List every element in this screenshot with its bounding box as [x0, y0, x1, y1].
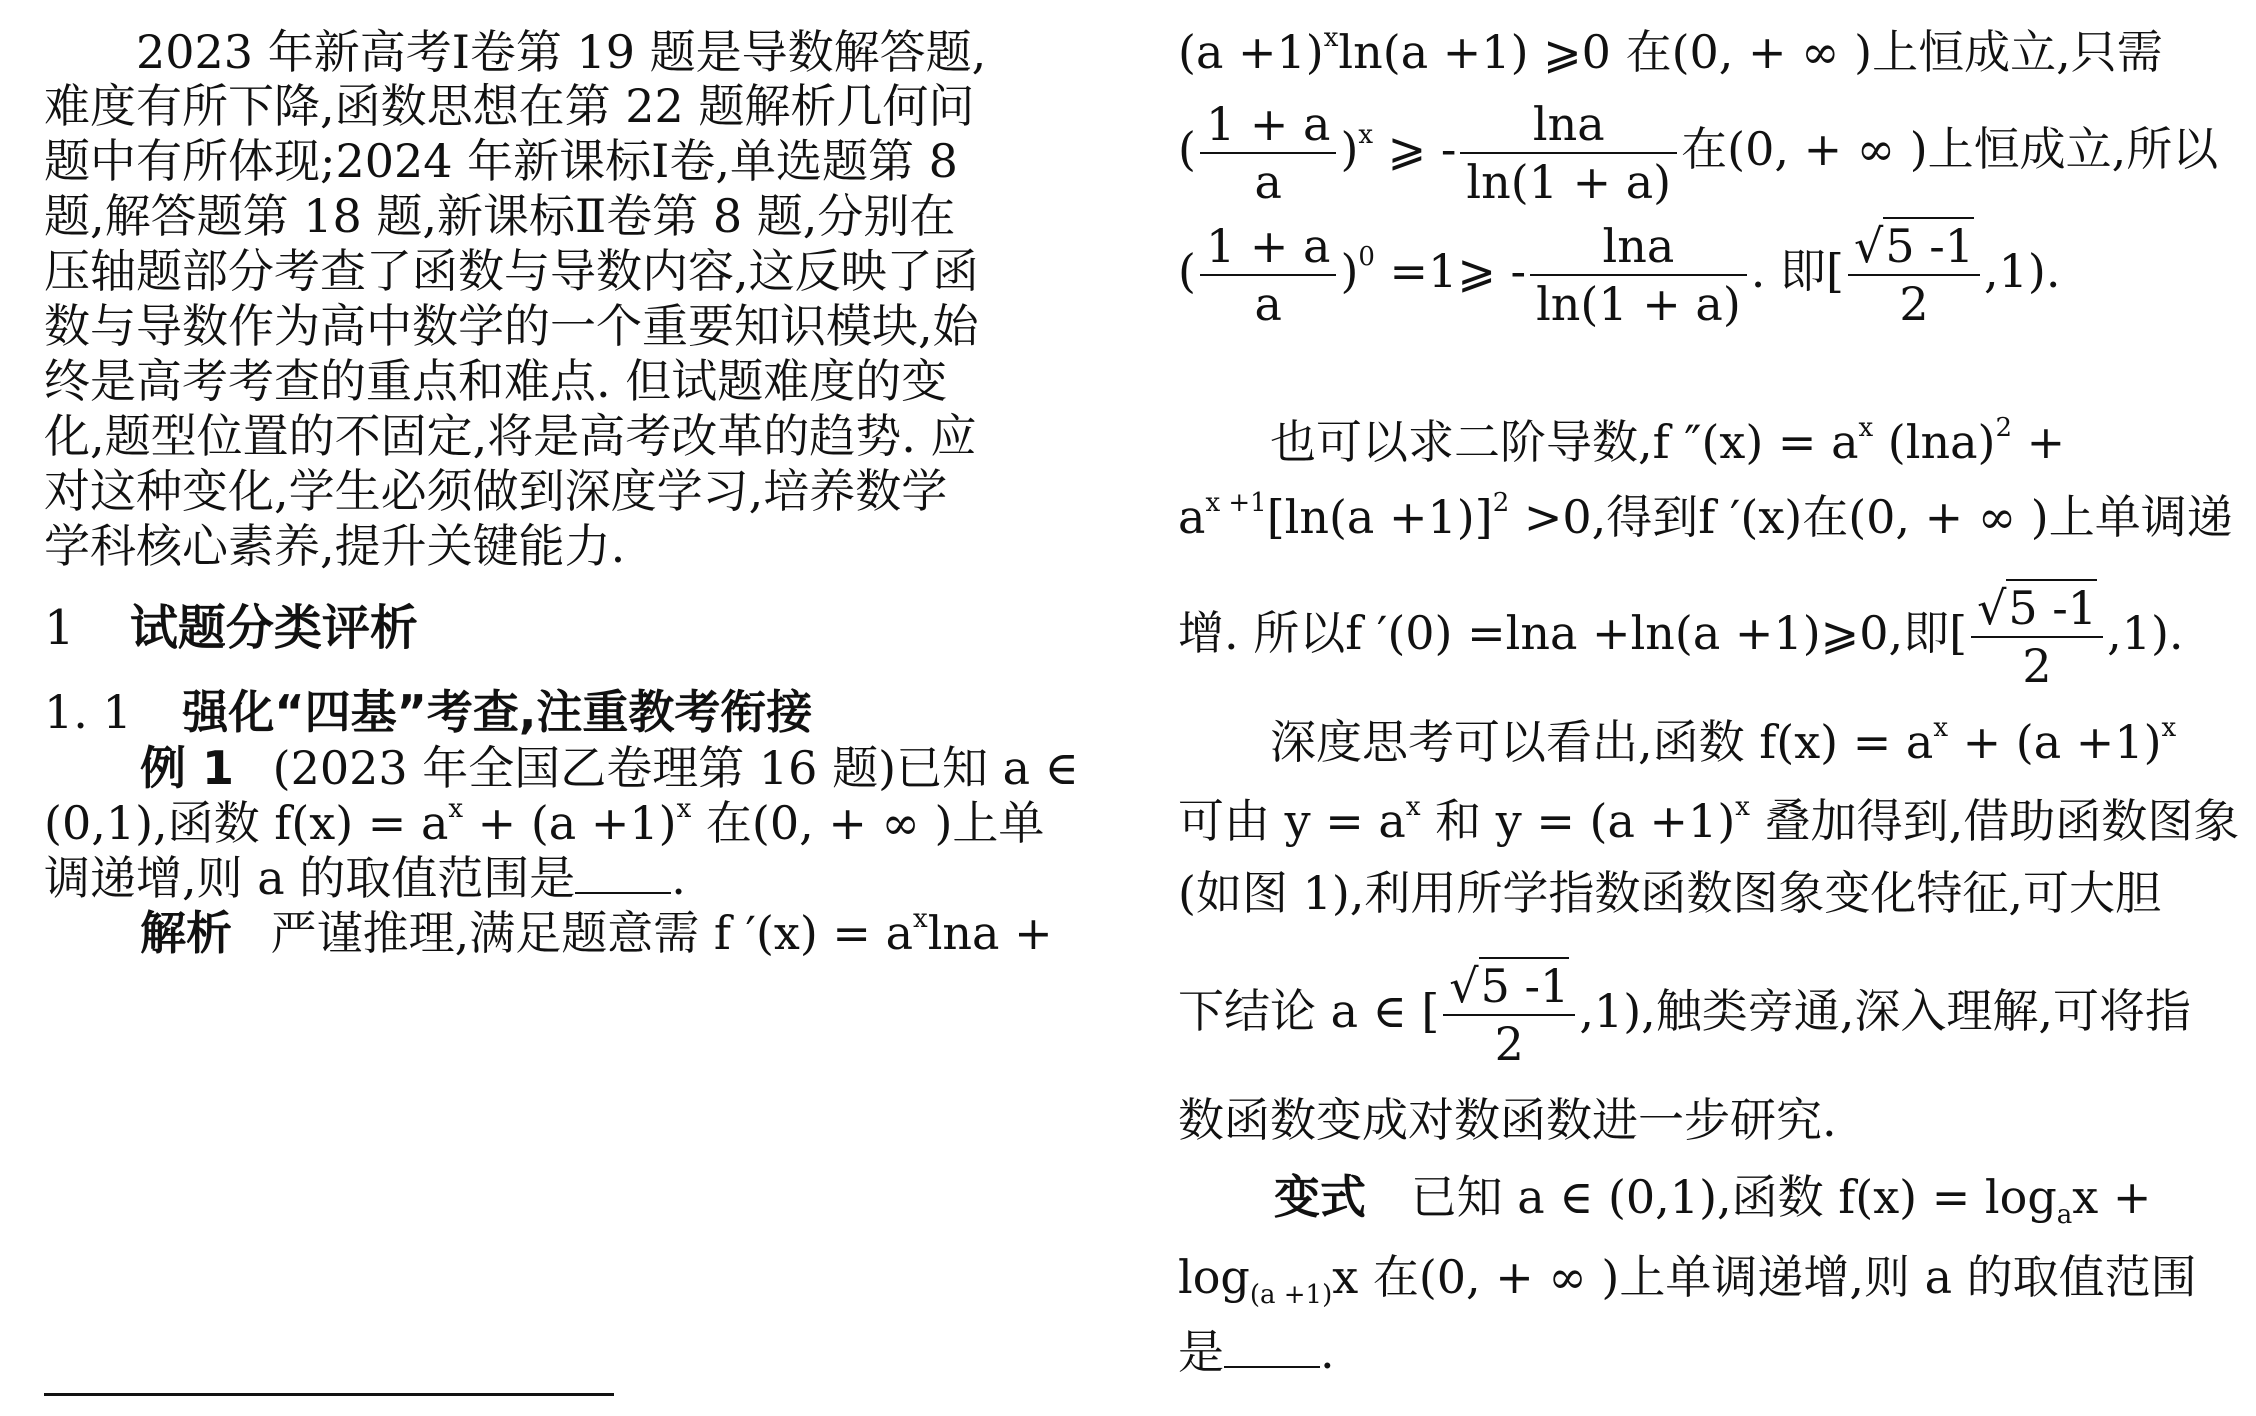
r12-text: 已知 a ∈ (0,1),函数 f(x) = log — [1410, 1170, 2057, 1224]
r5-text: a — [1178, 490, 1206, 544]
right-line-3: ( $\frac{1 + a}{a}$ )$^0$ =1⩾ - $\frac{\ln a}{\ln(1 + a)}$ . 即[ $\frac{√5 -1}{2}$ ,1). — [1178, 219, 2061, 331]
intro-line-8: 化,题型位置的不固定,将是高考改革的趋势. 应 — [44, 409, 977, 463]
variant-label: 变式 — [1274, 1170, 1366, 1224]
exp-x: x — [676, 794, 692, 824]
frac-den: ln(1 + a) — [1536, 277, 1741, 331]
r8b-text: 和 y = (a +1) — [1420, 794, 1736, 848]
frac-den: 2 — [2022, 639, 2052, 693]
frac-num: lna — [1530, 218, 1747, 276]
r3-tail: . 即[ — [1750, 244, 1844, 298]
intro-line-5: 压轴题部分考查了函数与导数内容,这反映了函 — [44, 244, 979, 298]
example-label: 例 1 — [140, 741, 235, 795]
frac-den: 2 — [1494, 1017, 1524, 1071]
intro-line-2: 难度有所下降,函数思想在第 22 题解析几何问 — [44, 79, 975, 133]
right-line-6 — [1178, 580, 2218, 694]
sqrt-content: 5 -1 — [2008, 581, 2098, 635]
r2-tail: 在(0, + ∞ )上恒成立,所以 — [1681, 122, 2219, 176]
left-column — [44, 0, 1084, 1416]
exp-0: 0 — [1358, 242, 1375, 272]
fraction-1-plus-a-over-a — [1200, 96, 1336, 210]
exp-2: 2 — [1995, 413, 2012, 443]
fraction-sqrt5-minus-1-over-2 — [1971, 580, 2103, 694]
section-title: 试题分类评析 — [129, 600, 418, 656]
frac-num: √5 -1 — [1971, 580, 2103, 638]
sqrt-content: 5 -1 — [1480, 959, 1570, 1013]
frac-den: 2 — [1899, 277, 1929, 331]
r1-text: (a +1) — [1178, 25, 1324, 79]
section-heading — [44, 588, 1084, 668]
right-line-9: (如图 1),利用所学指数函数图象变化特征,可大胆 — [1178, 866, 2162, 920]
subsection-title: 强化“四基”考查,注重教考衔接 — [182, 685, 813, 739]
r5b-text: [ln(a +1)] — [1266, 490, 1493, 544]
exp-x: x — [1323, 23, 1339, 53]
r8c-text: 叠加得到,借助函数图象 — [1749, 794, 2240, 848]
r10-text: 下结论 a ∈ [ — [1178, 984, 1440, 1038]
frac-num: √5 -1 — [1848, 218, 1980, 276]
r6-text: 增. 所以f ′(0) =lna +ln(a +1)⩾0,即[ — [1178, 606, 1968, 660]
r3-end: ,1). — [1984, 244, 2061, 298]
period: . — [671, 851, 686, 905]
exp-x-plus-1: x +1 — [1205, 488, 1267, 518]
exp-x: x — [913, 904, 928, 934]
right-line-10 — [1178, 958, 2218, 1072]
exp-2: 2 — [1492, 488, 1510, 518]
example-text-2: (0,1),函数 f(x) = a — [44, 796, 449, 850]
example-text-2c: 在(0, + ∞ )上单 — [691, 796, 1045, 850]
example-text-2b: + (a +1) — [463, 796, 677, 850]
right-line-4 — [1178, 402, 2218, 482]
intro-line-10: 学科核心素养,提升关键能力. — [44, 519, 626, 573]
r8-text: 可由 y = a — [1178, 794, 1406, 848]
r7-text: 深度思考可以看出,函数 f(x) = a — [1178, 715, 1934, 769]
intro-line-9: 对这种变化,学生必须做到深度学习,培养数学 — [44, 464, 948, 518]
variant-line — [1178, 1157, 2218, 1237]
exp-x: x — [1735, 792, 1750, 822]
footnote-divider — [44, 1393, 614, 1396]
exp-x: x — [1405, 792, 1421, 822]
frac-den: ln(1 + a) — [1466, 155, 1672, 209]
frac-num: 1 + a — [1200, 96, 1336, 154]
example-text-1: (2023 年全国乙卷理第 16 题)已知 a ∈ — [272, 741, 1079, 795]
intro-line-7: 终是高考考查的重点和难点. 但试题难度的变 — [44, 354, 948, 408]
intro-line-6: 数与导数作为高中数学的一个重要知识模块,始 — [44, 299, 979, 353]
analysis-text-b: lna + — [927, 906, 1053, 960]
analysis-text: 严谨推理,满足题意需 f ′(x) = a — [270, 906, 914, 960]
sqrt-content: 5 -1 — [1885, 219, 1975, 273]
right-line-8 — [1178, 781, 2240, 861]
example-text-3: 调递增,则 a 的取值范围是 — [44, 851, 576, 905]
r6-end: ,1). — [2107, 606, 2184, 660]
right-line-14 — [1178, 1312, 2218, 1392]
right-line-1 — [1178, 12, 2218, 92]
frac-num: 1 + a — [1200, 218, 1336, 276]
frac-num: √5 -1 — [1443, 958, 1575, 1016]
r1b-text: ln(a +1) ⩾0 在(0, + ∞ )上恒成立,只需 — [1338, 25, 2163, 79]
r12b-text: x + — [2072, 1170, 2152, 1224]
r10b-text: ,1),触类旁通,深入理解,可将指 — [1579, 984, 2192, 1038]
right-line-11: 数函数变成对数函数进一步研究. — [1178, 1093, 1837, 1147]
sub-a: a — [2056, 1200, 2073, 1230]
right-column — [1178, 0, 2240, 1416]
right-line-7 — [1178, 702, 2218, 782]
exp-x: x — [2161, 713, 2177, 743]
r4b-text: (lna) — [1873, 415, 1996, 469]
answer-blank — [575, 862, 671, 894]
r7b-text: + (a +1) — [1948, 715, 2162, 769]
exp-x: x — [1933, 713, 1948, 743]
frac-den: a — [1254, 277, 1282, 331]
exp-x: x — [448, 794, 464, 824]
section-number: 1 — [44, 600, 75, 656]
r3-mid: =1⩾ - — [1374, 244, 1527, 298]
right-line-5 — [1178, 477, 2233, 557]
fraction-sqrt5-minus-1-over-2 — [1443, 958, 1575, 1072]
fraction-1-plus-a-over-a — [1200, 218, 1336, 332]
exp-x: x — [1358, 120, 1374, 150]
r2-mid: ⩾ - — [1373, 122, 1457, 176]
exp-x: x — [1858, 413, 1874, 443]
r13b-text: x 在(0, + ∞ )上单调递增,则 a 的取值范围 — [1332, 1250, 2197, 1304]
subsection-number: 1. 1 — [44, 685, 132, 739]
analysis-line — [44, 893, 1084, 973]
intro-line-1: 2023 年新高考Ⅰ卷第 19 题是导数解答题, — [44, 25, 987, 79]
analysis-label: 解析 — [140, 906, 232, 960]
fraction-sqrt5-minus-1-over-2 — [1848, 218, 1980, 332]
intro-line-3: 题中有所体现;2024 年新课标Ⅰ卷,单选题第 8 — [44, 134, 958, 188]
answer-blank — [1224, 1336, 1320, 1368]
r13-text: log — [1178, 1250, 1250, 1304]
r5c-text: >0,得到f ′(x)在(0, + ∞ )上单调递 — [1509, 490, 2233, 544]
right-line-2: ( $\frac{1 + a}{a}$ )$^x$ ⩾ - $\frac{\ln a}{\ln(1 + a)}$ 在(0, + ∞ )上恒成立,所以 — [1178, 97, 2219, 209]
frac-den: a — [1254, 155, 1282, 209]
r4c-text: + — [2012, 415, 2066, 469]
r14-text: 是 — [1178, 1325, 1224, 1379]
fraction-lna-over-ln — [1460, 96, 1677, 210]
frac-num: lna — [1460, 96, 1677, 154]
right-line-13 — [1178, 1237, 2218, 1317]
r4-text: 也可以求二阶导数,f ″(x) = a — [1178, 415, 1859, 469]
intro-line-4: 题,解答题第 18 题,新课标Ⅱ卷第 8 题,分别在 — [44, 189, 956, 243]
sub-a-plus-1: (a +1) — [1249, 1280, 1333, 1310]
fraction-lna-over-ln — [1530, 218, 1747, 332]
period: . — [1320, 1325, 1335, 1379]
